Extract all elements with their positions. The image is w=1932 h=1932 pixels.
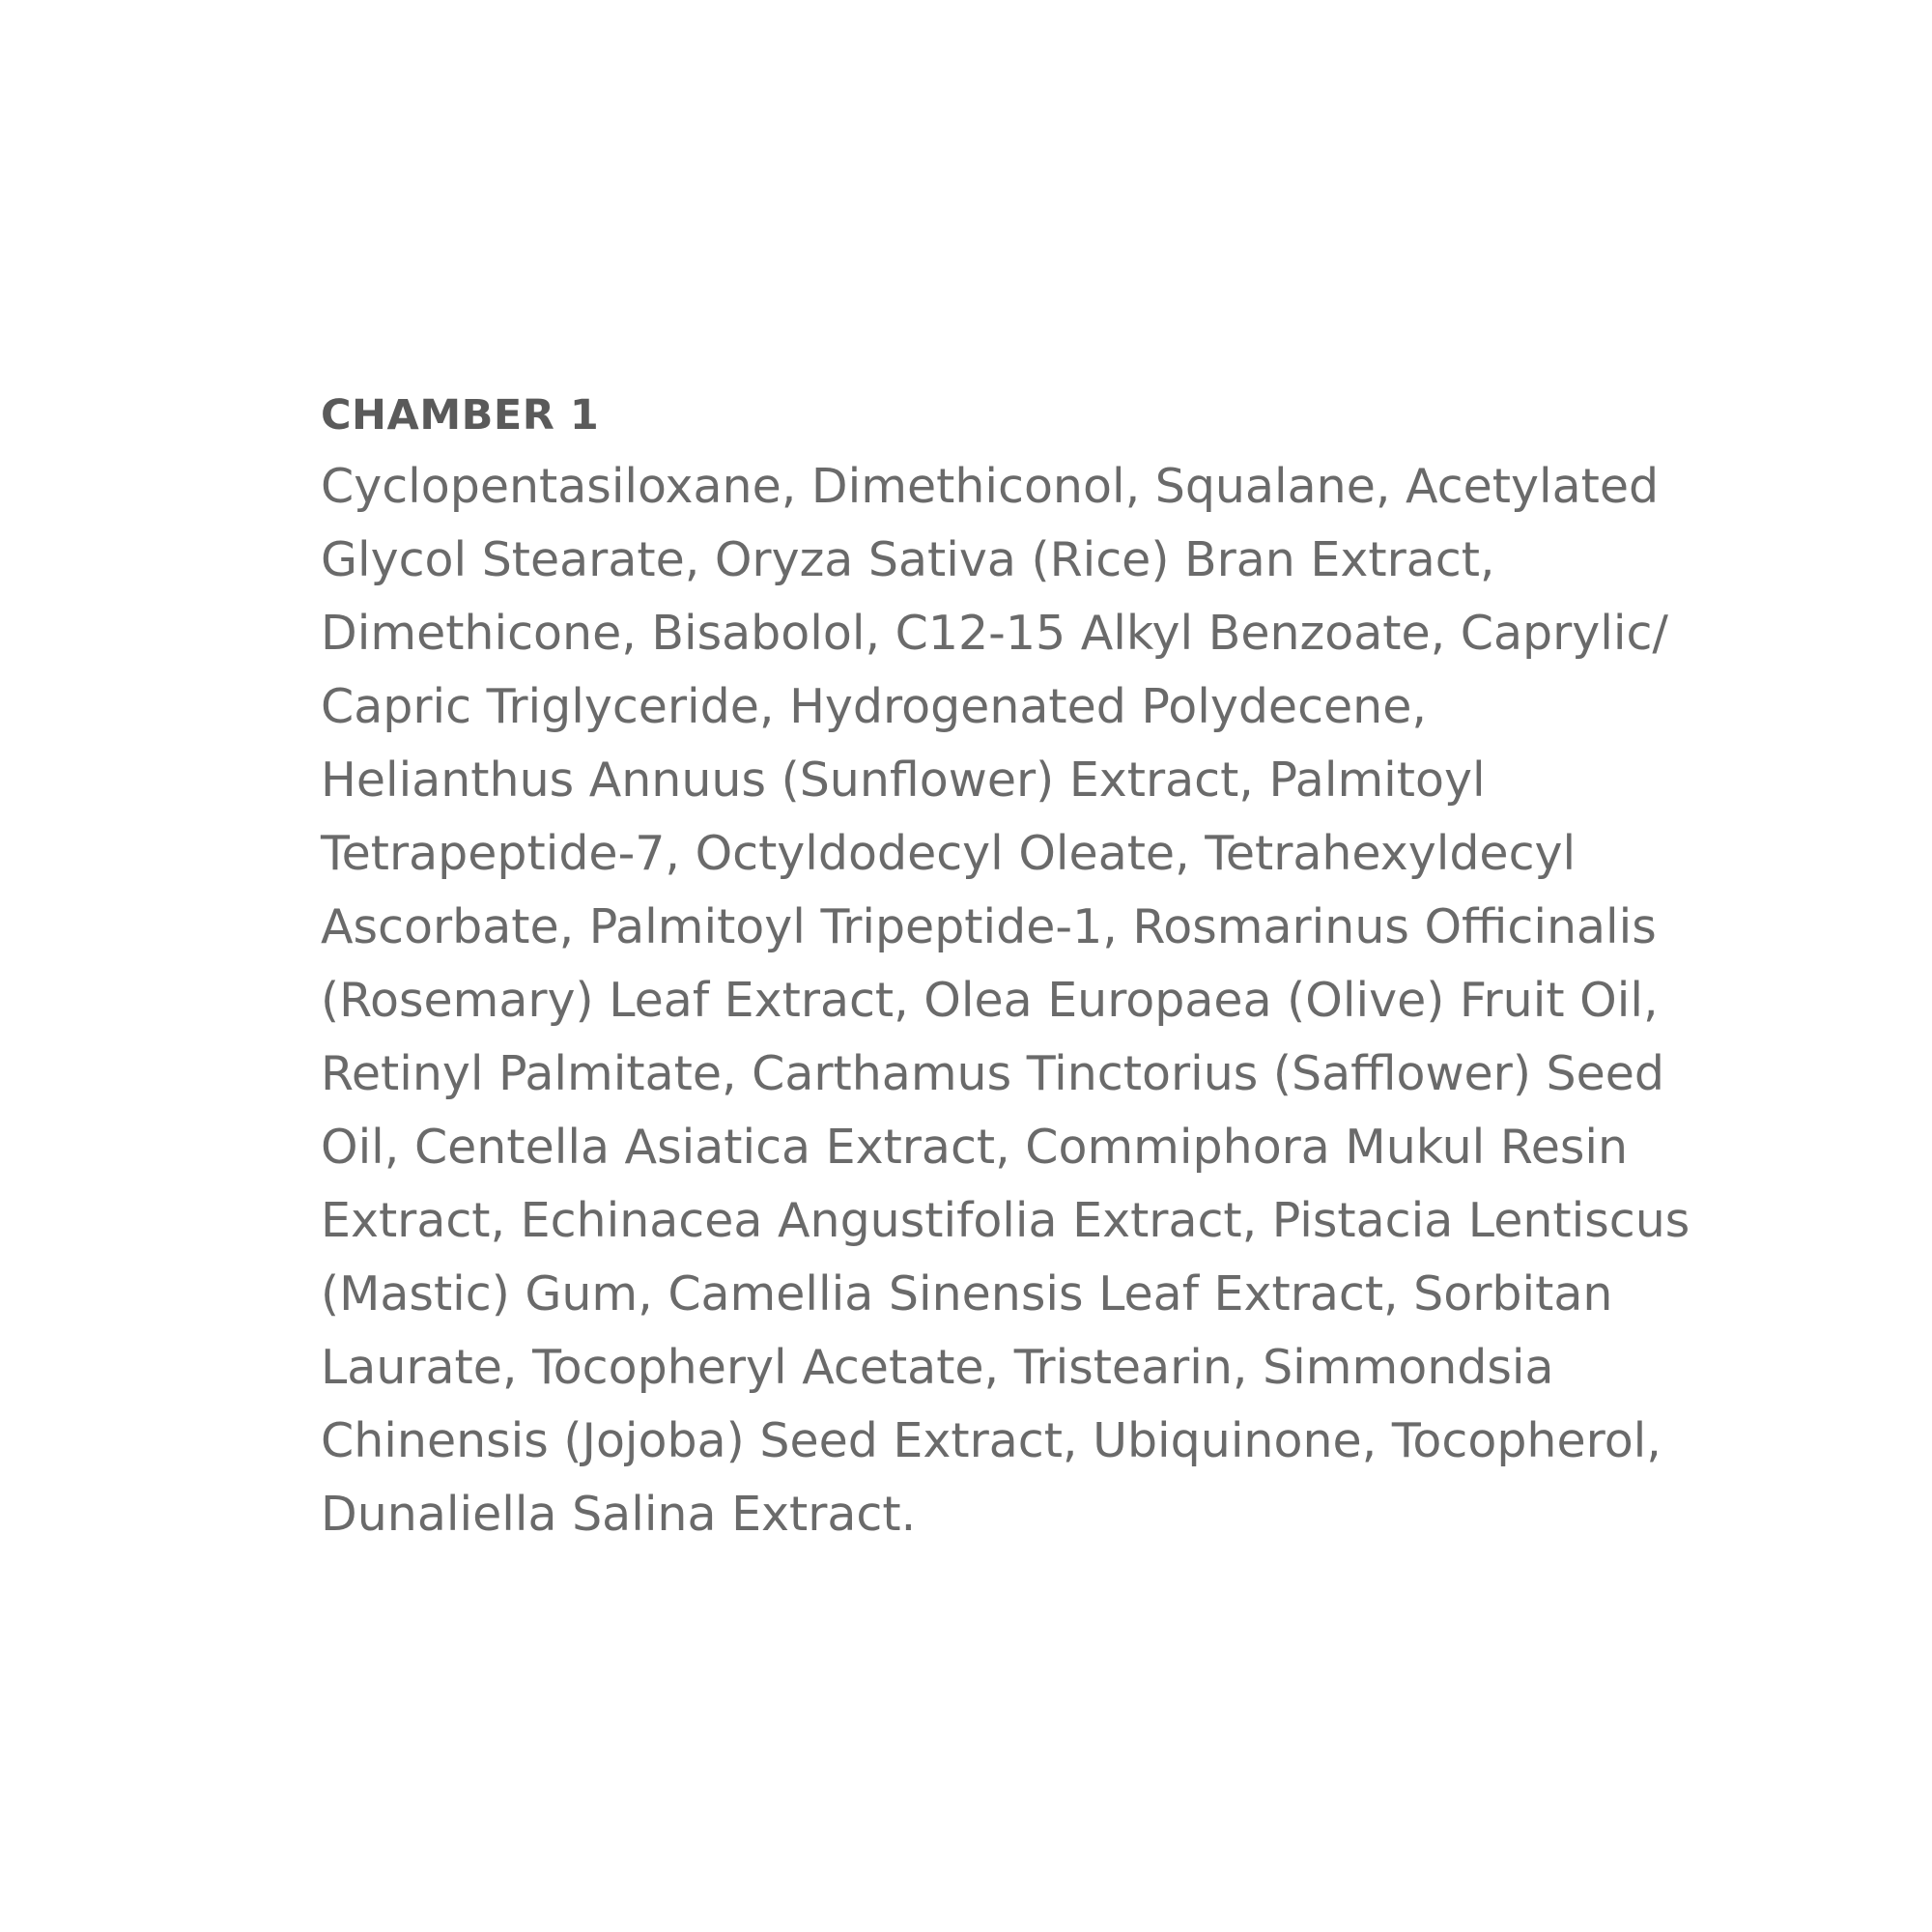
ingredient-line: Glycol Stearate, Oryza Sativa (Rice) Bran Extract, [321,532,1495,587]
ingredient-line: Laurate, Tocopheryl Acetate, Tristearin, Simmondsia [321,1340,1554,1395]
ingredient-line: Oil, Centella Asiatica Extract, Commiphora Mukul Resin [321,1120,1629,1175]
ingredient-line: Helianthus Annuus (Sunflower) Extract, Palmitoyl [321,753,1486,808]
ingredient-line: (Rosemary) Leaf Extract, Olea Europaea (Olive) Fruit Oil, [321,973,1659,1028]
ingredient-line: Tetrapeptide-7, Octyldodecyl Oleate, Tetrahexyldecyl [321,826,1577,881]
chamber-heading: CHAMBER 1 [321,391,600,440]
ingredient-line: Chinensis (Jojoba) Seed Extract, Ubiquinone, Tocopherol, [321,1413,1662,1468]
ingredient-line: (Mastic) Gum, Camellia Sinensis Leaf Extract, Sorbitan [321,1266,1613,1321]
ingredients-panel [321,386,1690,1551]
ingredient-line: Ascorbate, Palmitoyl Tripeptide-1, Rosmarinus Officinalis [321,899,1657,954]
ingredient-line: Extract, Echinacea Angustifolia Extract, Pistacia Lentiscus [321,1193,1690,1248]
ingredient-line: Dunaliella Salina Extract. [321,1487,917,1542]
ingredient-line: Capric Triglyceride, Hydrogenated Polydecene, [321,679,1427,734]
ingredient-list [321,450,1690,1551]
ingredient-line: Dimethicone, Bisabolol, C12-15 Alkyl Benzoate, Caprylic/ [321,606,1668,661]
ingredient-line: Retinyl Palmitate, Carthamus Tinctorius (Safflower) Seed [321,1046,1665,1101]
ingredient-line: Cyclopentasiloxane, Dimethiconol, Squalane, Acetylated [321,459,1660,514]
